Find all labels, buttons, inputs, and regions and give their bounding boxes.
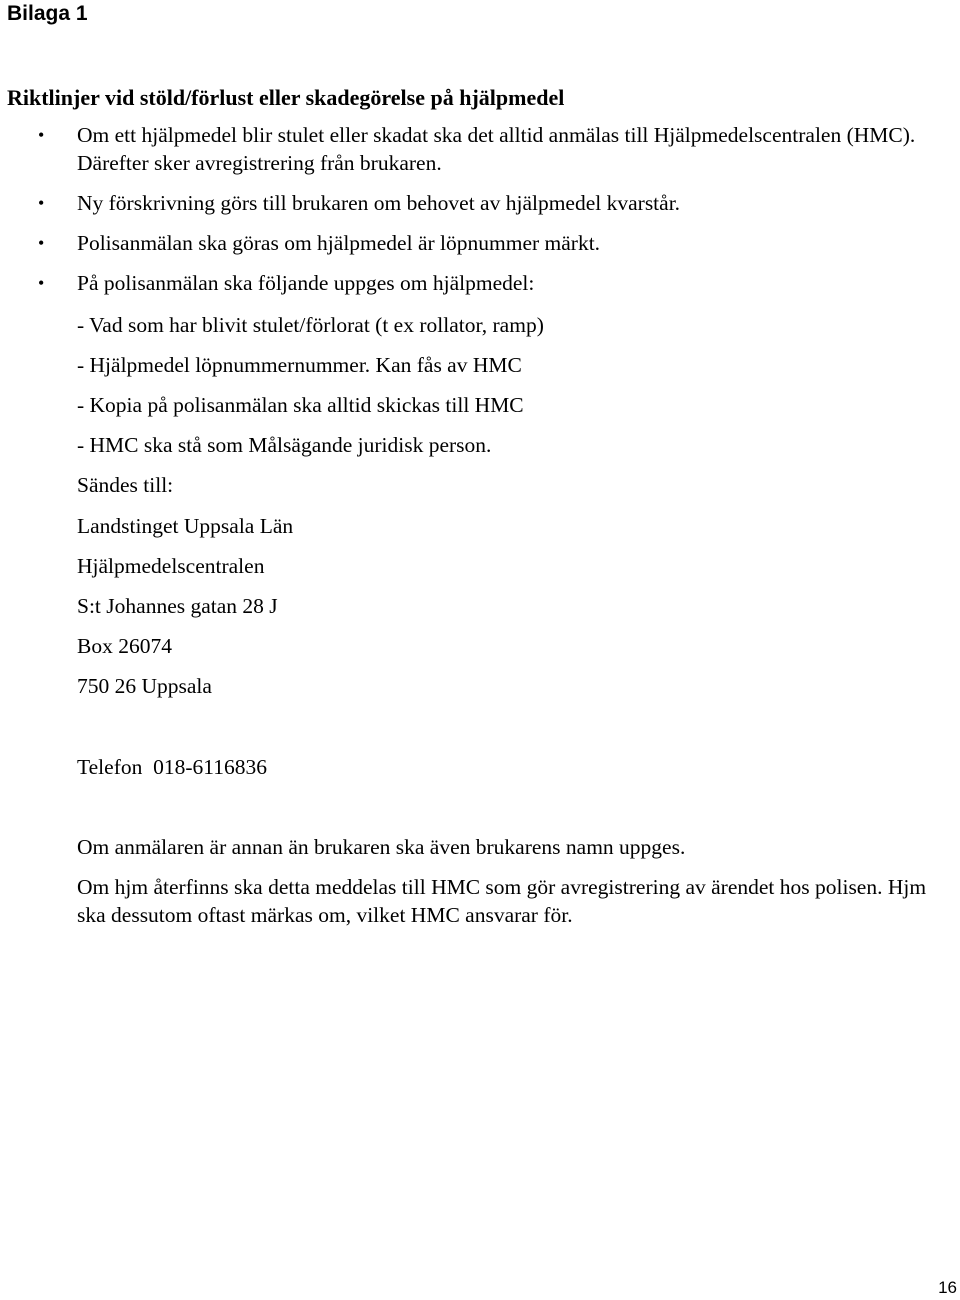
address-line: 750 26 Uppsala — [77, 674, 212, 698]
bullet-text: Ny förskrivning görs till brukaren om behovet av hjälpmedel kvarstår. — [77, 191, 681, 215]
bullet-item — [0, 229, 947, 257]
page-number: 16 — [938, 1278, 957, 1297]
note-paragraph: Om anmälaren är annan än brukaren ska även brukarens namn uppges. — [77, 835, 686, 859]
bullet-item — [0, 121, 947, 177]
guideline-bullet-list — [0, 121, 960, 297]
sub-item: - Vad som har blivit stulet/förlorat (t ex rollator, ramp) — [77, 313, 544, 337]
bullet-text: Om ett hjälpmedel blir stulet eller skadat ska det alltid anmälas till Hjälpmedelscentralen (HMC). Därefter sker avregistrering från brukaren. — [77, 123, 916, 175]
phone-number: Telefon 018-6116836 — [77, 755, 267, 779]
address-line: S:t Johannes gatan 28 J — [77, 594, 278, 618]
appendix-label: Bilaga 1 — [7, 2, 88, 25]
sub-item: - Kopia på polisanmälan ska alltid skickas till HMC — [77, 393, 524, 417]
note-paragraph: Om hjm återfinns ska detta meddelas till HMC som gör avregistrering av ärendet hos polisen. Hjm ska dessutom oftast märkas om, vilket HMC ansvarar för. — [77, 875, 927, 927]
bullet-item — [0, 269, 947, 297]
address-line: Box 26074 — [77, 634, 172, 658]
document-heading: Riktlinjer vid stöld/förlust eller skadegörelse på hjälpmedel — [7, 85, 565, 110]
address-line: Hjälpmedelscentralen — [77, 554, 265, 578]
address-line: Landstinget Uppsala Län — [77, 514, 294, 538]
sub-item: - Hjälpmedel löpnummernummer. Kan fås av HMC — [77, 353, 522, 377]
bullet-icon: • — [38, 233, 45, 253]
bullet-icon: • — [38, 193, 45, 213]
sub-item: - HMC ska stå som Målsägande juridisk person. — [77, 433, 492, 457]
bullet-text: Polisanmälan ska göras om hjälpmedel är löpnummer märkt. — [77, 231, 601, 255]
bullet-item — [0, 189, 947, 217]
bullet-icon: • — [38, 273, 45, 293]
send-to-label: Sändes till: — [77, 473, 174, 497]
bullet-text: På polisanmälan ska följande uppges om hjälpmedel: — [77, 271, 535, 295]
bullet-icon: • — [38, 125, 45, 145]
